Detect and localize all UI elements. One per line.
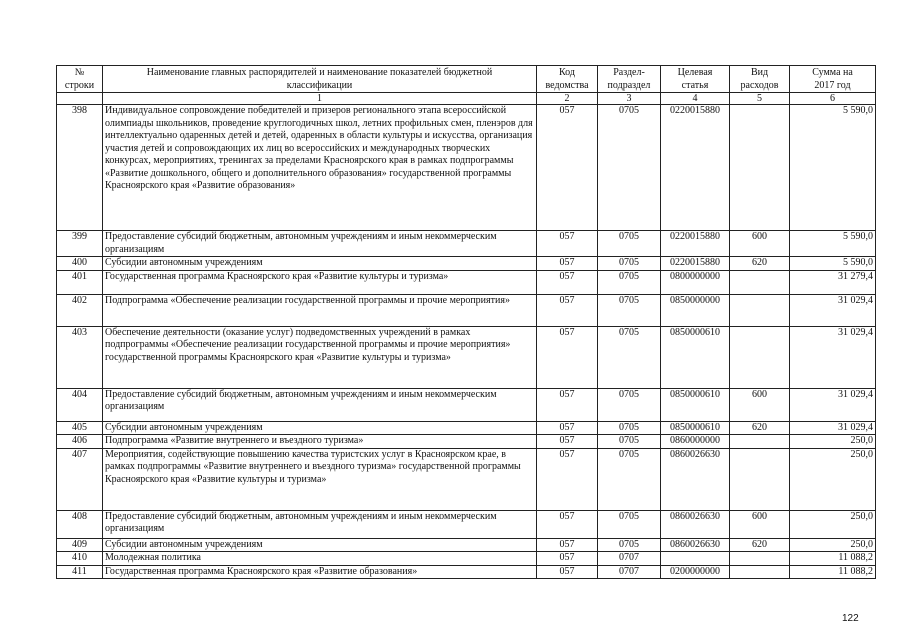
row-name: Государственная программа Красноярского края «Развитие образования» — [103, 565, 537, 579]
row-expense-kind — [730, 270, 790, 294]
row-section: 0705 — [598, 257, 661, 271]
row-number: 406 — [57, 435, 103, 449]
row-sum: 250,0 — [790, 538, 876, 552]
table-row — [57, 435, 876, 449]
row-target-article — [661, 552, 730, 566]
row-number: 403 — [57, 326, 103, 388]
row-sum: 250,0 — [790, 435, 876, 449]
row-number: 400 — [57, 257, 103, 271]
row-sum: 31 029,4 — [790, 421, 876, 435]
row-name: Государственная программа Красноярского края «Развитие культуры и туризма» — [103, 270, 537, 294]
column-number: 2 — [537, 93, 598, 105]
row-number: 401 — [57, 270, 103, 294]
row-expense-kind — [730, 294, 790, 326]
row-section: 0705 — [598, 448, 661, 510]
row-sum: 5 590,0 — [790, 231, 876, 257]
row-department-code: 057 — [537, 421, 598, 435]
row-sum: 250,0 — [790, 510, 876, 538]
row-target-article: 0220015880 — [661, 105, 730, 231]
row-expense-kind: 620 — [730, 421, 790, 435]
row-name: Обеспечение деятельности (оказание услуг) подведомственных учреждений в рамках подпрограммы «Обеспечение реализации государственной программы и прочие мероприятия» государственной программы Красноярского края «Развитие культуры и туризма» — [103, 326, 537, 388]
row-sum: 31 029,4 — [790, 294, 876, 326]
row-section: 0705 — [598, 105, 661, 231]
row-number: 411 — [57, 565, 103, 579]
header-section: Раздел- подраздел — [598, 66, 661, 93]
row-name: Мероприятия, содействующие повышению качества туристских услуг в Красноярском крае, в рамках подпрограммы «Развитие внутреннего и въездного туризма» государственной программы Красноярского края «Развитие культуры и туризма» — [103, 448, 537, 510]
header-row-no: № строки — [57, 66, 103, 93]
row-target-article: 0860026630 — [661, 448, 730, 510]
row-section: 0705 — [598, 435, 661, 449]
row-name: Субсидии автономным учреждениям — [103, 538, 537, 552]
row-sum: 5 590,0 — [790, 105, 876, 231]
row-section: 0707 — [598, 565, 661, 579]
row-number: 408 — [57, 510, 103, 538]
row-sum: 31 029,4 — [790, 326, 876, 388]
row-department-code: 057 — [537, 552, 598, 566]
row-expense-kind: 600 — [730, 388, 790, 421]
row-department-code: 057 — [537, 270, 598, 294]
row-sum: 11 088,2 — [790, 565, 876, 579]
row-number: 398 — [57, 105, 103, 231]
row-expense-kind: 620 — [730, 538, 790, 552]
row-department-code: 057 — [537, 538, 598, 552]
header-kind: Вид расходов — [730, 66, 790, 93]
table-row — [57, 270, 876, 294]
header-target: Целевая статья — [661, 66, 730, 93]
row-target-article: 0850000610 — [661, 388, 730, 421]
row-expense-kind: 600 — [730, 510, 790, 538]
row-target-article: 0800000000 — [661, 270, 730, 294]
row-name: Предоставление субсидий бюджетным, автономным учреждениям и иным некоммерческим организациям — [103, 231, 537, 257]
table-row — [57, 105, 876, 231]
row-sum: 31 279,4 — [790, 270, 876, 294]
row-section: 0705 — [598, 326, 661, 388]
budget-table — [56, 65, 876, 579]
row-sum: 5 590,0 — [790, 257, 876, 271]
row-expense-kind — [730, 448, 790, 510]
table-row — [57, 421, 876, 435]
row-section: 0705 — [598, 421, 661, 435]
row-expense-kind — [730, 565, 790, 579]
column-number: 4 — [661, 93, 730, 105]
row-department-code: 057 — [537, 326, 598, 388]
row-expense-kind — [730, 435, 790, 449]
row-name: Индивидуальное сопровождение победителей и призеров регионального этапа всероссийской олимпиады школьников, проведение круглогодичных школ, летних профильных смен, пленэров для интеллектуально одаренных детей и детей, одаренных в области культуры и искусства, организация участия детей и сопровождающих их лиц во всероссийских и международных творческих конкурсах, мероприятиях, тренингах за пределами Красноярского края в рамках подпрограммы «Развитие дошкольного, общего и дополнительного образования» государственной программы Красноярского края «Развитие образования» — [103, 105, 537, 231]
table-row — [57, 552, 876, 566]
row-department-code: 057 — [537, 294, 598, 326]
row-sum: 31 029,4 — [790, 388, 876, 421]
row-section: 0707 — [598, 552, 661, 566]
row-name: Субсидии автономным учреждениям — [103, 257, 537, 271]
table-row — [57, 231, 876, 257]
column-number: 6 — [790, 93, 876, 105]
row-number: 402 — [57, 294, 103, 326]
row-department-code: 057 — [537, 231, 598, 257]
row-target-article: 0850000610 — [661, 421, 730, 435]
table-row — [57, 326, 876, 388]
table-row — [57, 538, 876, 552]
table-row — [57, 388, 876, 421]
row-target-article: 0860026630 — [661, 538, 730, 552]
row-department-code: 057 — [537, 448, 598, 510]
row-name: Молодежная политика — [103, 552, 537, 566]
row-expense-kind: 600 — [730, 231, 790, 257]
row-department-code: 057 — [537, 435, 598, 449]
row-department-code: 057 — [537, 105, 598, 231]
row-expense-kind — [730, 105, 790, 231]
row-sum: 250,0 — [790, 448, 876, 510]
row-section: 0705 — [598, 294, 661, 326]
row-name: Субсидии автономным учреждениям — [103, 421, 537, 435]
row-expense-kind: 620 — [730, 257, 790, 271]
header-row — [57, 66, 876, 93]
table-row — [57, 294, 876, 326]
column-number-row — [57, 93, 876, 105]
row-name: Подпрограмма «Обеспечение реализации государственной программы и прочие мероприятия» — [103, 294, 537, 326]
row-target-article: 0200000000 — [661, 565, 730, 579]
row-department-code: 057 — [537, 257, 598, 271]
row-number: 405 — [57, 421, 103, 435]
row-sum: 11 088,2 — [790, 552, 876, 566]
row-target-article: 0850000610 — [661, 326, 730, 388]
row-number: 409 — [57, 538, 103, 552]
column-number: 1 — [103, 93, 537, 105]
row-number: 407 — [57, 448, 103, 510]
row-name: Подпрограмма «Развитие внутреннего и въездного туризма» — [103, 435, 537, 449]
row-section: 0705 — [598, 538, 661, 552]
column-number-blank — [57, 93, 103, 105]
row-section: 0705 — [598, 270, 661, 294]
page-number: 122 — [842, 613, 859, 624]
row-name: Предоставление субсидий бюджетным, автономным учреждениям и иным некоммерческим организациям — [103, 510, 537, 538]
table-row — [57, 565, 876, 579]
row-department-code: 057 — [537, 565, 598, 579]
row-number: 399 — [57, 231, 103, 257]
row-name: Предоставление субсидий бюджетным, автономным учреждениям и иным некоммерческим организациям — [103, 388, 537, 421]
table-row — [57, 510, 876, 538]
row-target-article: 0220015880 — [661, 231, 730, 257]
row-section: 0705 — [598, 510, 661, 538]
row-target-article: 0220015880 — [661, 257, 730, 271]
column-number: 5 — [730, 93, 790, 105]
row-target-article: 0860000000 — [661, 435, 730, 449]
table-row — [57, 257, 876, 271]
row-section: 0705 — [598, 388, 661, 421]
column-number: 3 — [598, 93, 661, 105]
header-sum: Сумма на 2017 год — [790, 66, 876, 93]
row-department-code: 057 — [537, 388, 598, 421]
row-expense-kind — [730, 552, 790, 566]
row-number: 404 — [57, 388, 103, 421]
row-target-article: 0850000000 — [661, 294, 730, 326]
header-code: Код ведомства — [537, 66, 598, 93]
row-expense-kind — [730, 326, 790, 388]
header-name: Наименование главных распорядителей и наименование показателей бюджетной классификации — [103, 66, 537, 93]
table-row — [57, 448, 876, 510]
row-target-article: 0860026630 — [661, 510, 730, 538]
row-number: 410 — [57, 552, 103, 566]
row-department-code: 057 — [537, 510, 598, 538]
row-section: 0705 — [598, 231, 661, 257]
